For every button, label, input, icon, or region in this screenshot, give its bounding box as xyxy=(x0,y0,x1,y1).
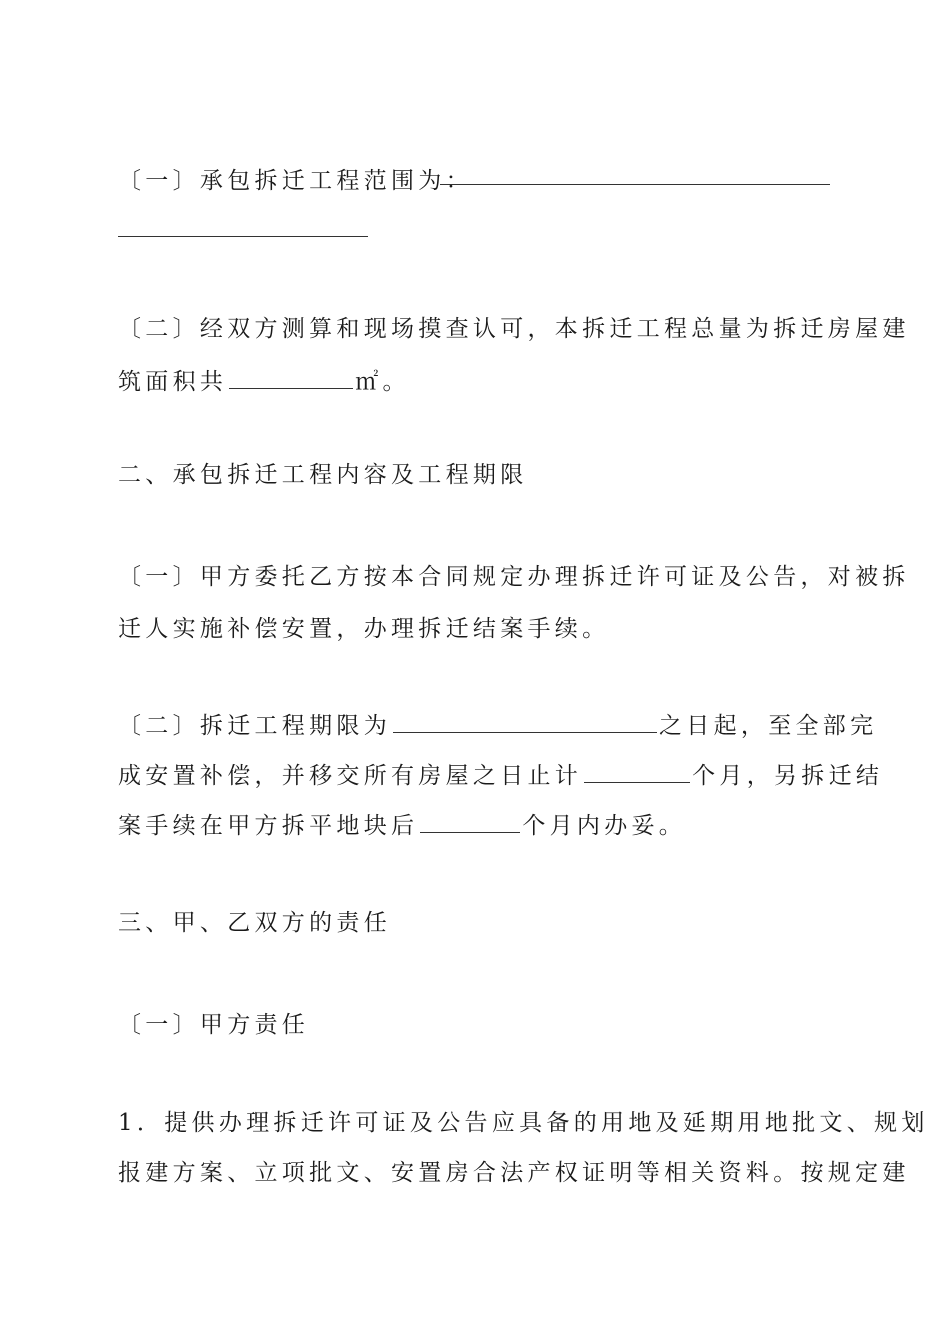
period-text-1b: 之日起，至全部完 xyxy=(659,713,878,739)
total-line-1 xyxy=(118,314,910,344)
section-heading-3 xyxy=(118,908,391,938)
duty-text-1: 1．提供办理拆迁许可证及公告应具备的用地及延期用地批文、规划 xyxy=(118,1110,929,1136)
scope-label: 〔一〕承包拆迁工程范围为： xyxy=(118,168,473,194)
closing-months-blank xyxy=(420,810,520,833)
section-heading-2-text: 二、承包拆迁工程内容及工程期限 xyxy=(118,462,528,488)
section-heading-2 xyxy=(118,460,528,490)
period-text-2a: 成安置补偿，并移交所有房屋之日止计 xyxy=(118,763,583,789)
content-line-2 xyxy=(118,614,609,644)
period-text-2b: 个月，另拆迁结 xyxy=(692,763,884,789)
section-heading-3-text: 三、甲、乙双方的责任 xyxy=(118,910,391,936)
duty-line-2 xyxy=(118,1158,910,1188)
total-text-1: 〔二〕经双方测算和现场摸查认可，本拆迁工程总量为拆迁房屋建 xyxy=(118,316,910,342)
period-start-blank xyxy=(393,710,657,733)
content-line-1 xyxy=(118,562,910,592)
area-blank xyxy=(229,366,353,389)
months-blank xyxy=(584,760,690,783)
total-text-2a: 筑面积共 xyxy=(118,369,228,395)
scope-blank-1 xyxy=(440,184,830,185)
sub-heading-party-a xyxy=(118,1010,309,1040)
content-text-1: 〔一〕甲方委托乙方按本合同规定办理拆迁许可证及公告，对被拆 xyxy=(118,564,910,590)
sub-heading-party-a-text: 〔一〕甲方责任 xyxy=(118,1012,310,1038)
period-line-3 xyxy=(118,810,686,841)
period-text-3a: 案手续在甲方拆平地块后 xyxy=(118,813,419,839)
period-text-1a: 〔二〕拆迁工程期限为 xyxy=(118,713,391,739)
scope-line xyxy=(118,166,473,196)
scope-blank-2 xyxy=(118,236,368,237)
period-line-2 xyxy=(118,760,883,791)
duty-text-2: 报建方案、立项批文、安置房合法产权证明等相关资料。按规定建 xyxy=(118,1160,910,1186)
period-text-3b: 个月内办妥。 xyxy=(522,813,687,839)
period-line-1 xyxy=(118,710,877,741)
total-text-2b: ㎡。 xyxy=(355,369,410,395)
total-line-2 xyxy=(118,366,410,397)
duty-line-1 xyxy=(118,1108,929,1138)
content-text-2: 迁人实施补偿安置，办理拆迁结案手续。 xyxy=(118,616,610,642)
